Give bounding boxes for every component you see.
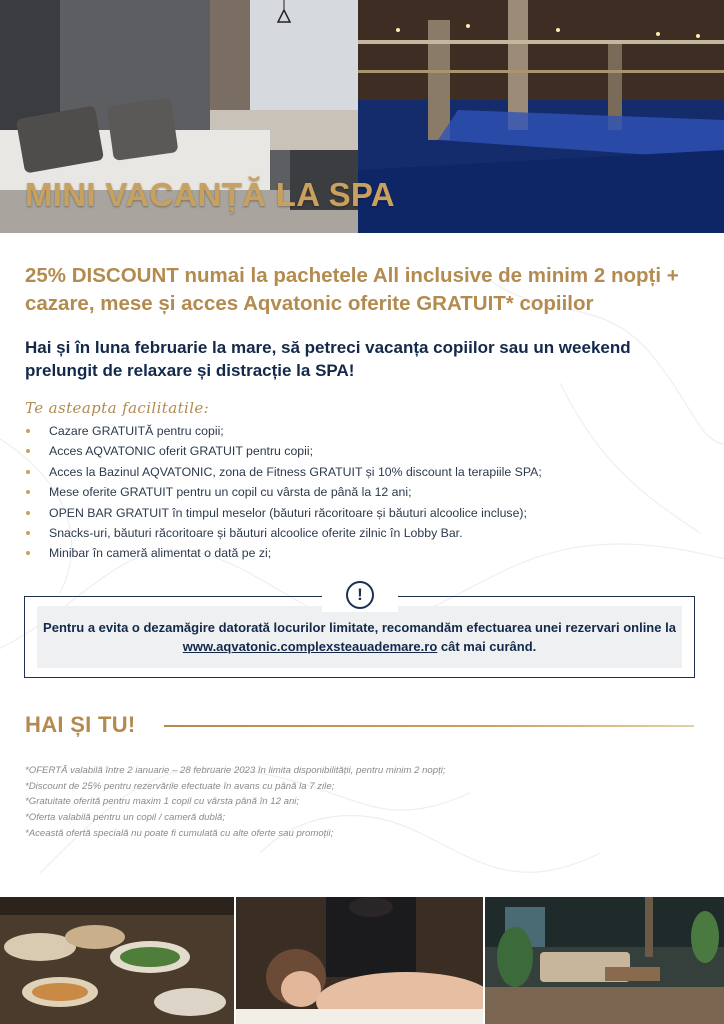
intro-text: Hai și în luna februarie la mare, să petreci vacanța copiilor sau un weekend prelungit de relaxare și distracție la SPA! bbox=[25, 338, 631, 380]
notice-panel bbox=[37, 606, 682, 668]
bullet-dot-icon bbox=[26, 531, 30, 535]
term-item: *Această ofertă specială nu poate fi cumulată cu alte oferte sau promoții; bbox=[25, 827, 334, 839]
notice-text-after: cât mai curând. bbox=[437, 639, 537, 654]
facilities-title: Te asteapta facilitatile: bbox=[25, 399, 210, 417]
bullet-dot-icon bbox=[26, 490, 30, 494]
hero-banner bbox=[0, 0, 724, 233]
list-item bbox=[25, 523, 705, 543]
list-item bbox=[25, 482, 705, 502]
facilities-list bbox=[25, 421, 705, 564]
facility-text: Mese oferite GRATUIT pentru un copil cu vârsta de până la 12 ani; bbox=[49, 485, 412, 500]
photo-lobby-bar bbox=[485, 897, 724, 1024]
term-item: *OFERTĂ valabilă între 2 ianuarie – 28 februarie 2023 în limita disponibilității, pentru minim 2 nopți; bbox=[25, 765, 446, 776]
facility-text: Cazare GRATUITĂ pentru copii; bbox=[49, 424, 224, 438]
facility-text: Acces la Bazinul AQVATONIC, zona de Fitness GRATUIT și 10% discount la terapiile SPA; bbox=[49, 464, 542, 479]
notice-text bbox=[37, 618, 682, 656]
bullet-dot-icon bbox=[26, 470, 30, 474]
discount-headline: 25% DISCOUNT numai la pachetele All inclusive de minim 2 nopți + cazare, mese și acces Aqvatonic oferite GRATUIT* copiilor bbox=[25, 264, 679, 315]
hero-photo-pool bbox=[358, 0, 724, 233]
facility-text: Minibar în cameră alimentat o dată pe zi; bbox=[49, 546, 272, 561]
term-item: *Discount de 25% pentru rezervările efectuate în avans cu până la 7 zile; bbox=[25, 780, 335, 792]
list-item bbox=[25, 543, 705, 563]
term-item: *Gratuitate oferită pentru maxim 1 copil cu vârsta până în 12 ani; bbox=[25, 796, 300, 808]
facility-text: OPEN BAR GRATUIT în timpul meselor (băuturi răcoritoare și băuturi alcoolice incluse); bbox=[49, 505, 527, 520]
bullet-dot-icon bbox=[26, 449, 30, 453]
exclamation-icon: ! bbox=[346, 581, 374, 609]
list-item bbox=[25, 421, 705, 441]
bullet-dot-icon bbox=[26, 429, 30, 433]
bullet-dot-icon bbox=[26, 551, 30, 555]
divider-line bbox=[164, 725, 694, 727]
list-item bbox=[25, 503, 705, 523]
hero-title: MINI VACANȚĂ LA SPA bbox=[25, 176, 395, 213]
facility-text: Acces AQVATONIC oferit GRATUIT pentru copii; bbox=[49, 444, 314, 459]
facility-text: Snacks-uri, băuturi răcoritoare și băuturi alcoolice oferite zilnic în Lobby Bar. bbox=[49, 526, 463, 541]
photo-massage bbox=[236, 897, 483, 1024]
bottom-photo-strip bbox=[0, 897, 724, 1024]
notice-text-before: Pentru a evita o dezamăgire datorată locurilor limitate, recomandăm efectuarea unei rezervari online la bbox=[43, 620, 676, 635]
list-item bbox=[25, 441, 705, 461]
list-item bbox=[25, 462, 705, 482]
terms-list bbox=[25, 763, 705, 842]
term-item: *Oferta valabilă pentru un copil / cameră dublă; bbox=[25, 812, 225, 824]
call-to-action: HAI ȘI TU! bbox=[25, 712, 136, 737]
photo-buffet bbox=[0, 897, 234, 1024]
notice-icon-holder bbox=[322, 578, 398, 612]
bullet-dot-icon bbox=[26, 511, 30, 515]
booking-link[interactable]: www.aqvatonic.complexsteauademare.ro bbox=[182, 639, 438, 654]
